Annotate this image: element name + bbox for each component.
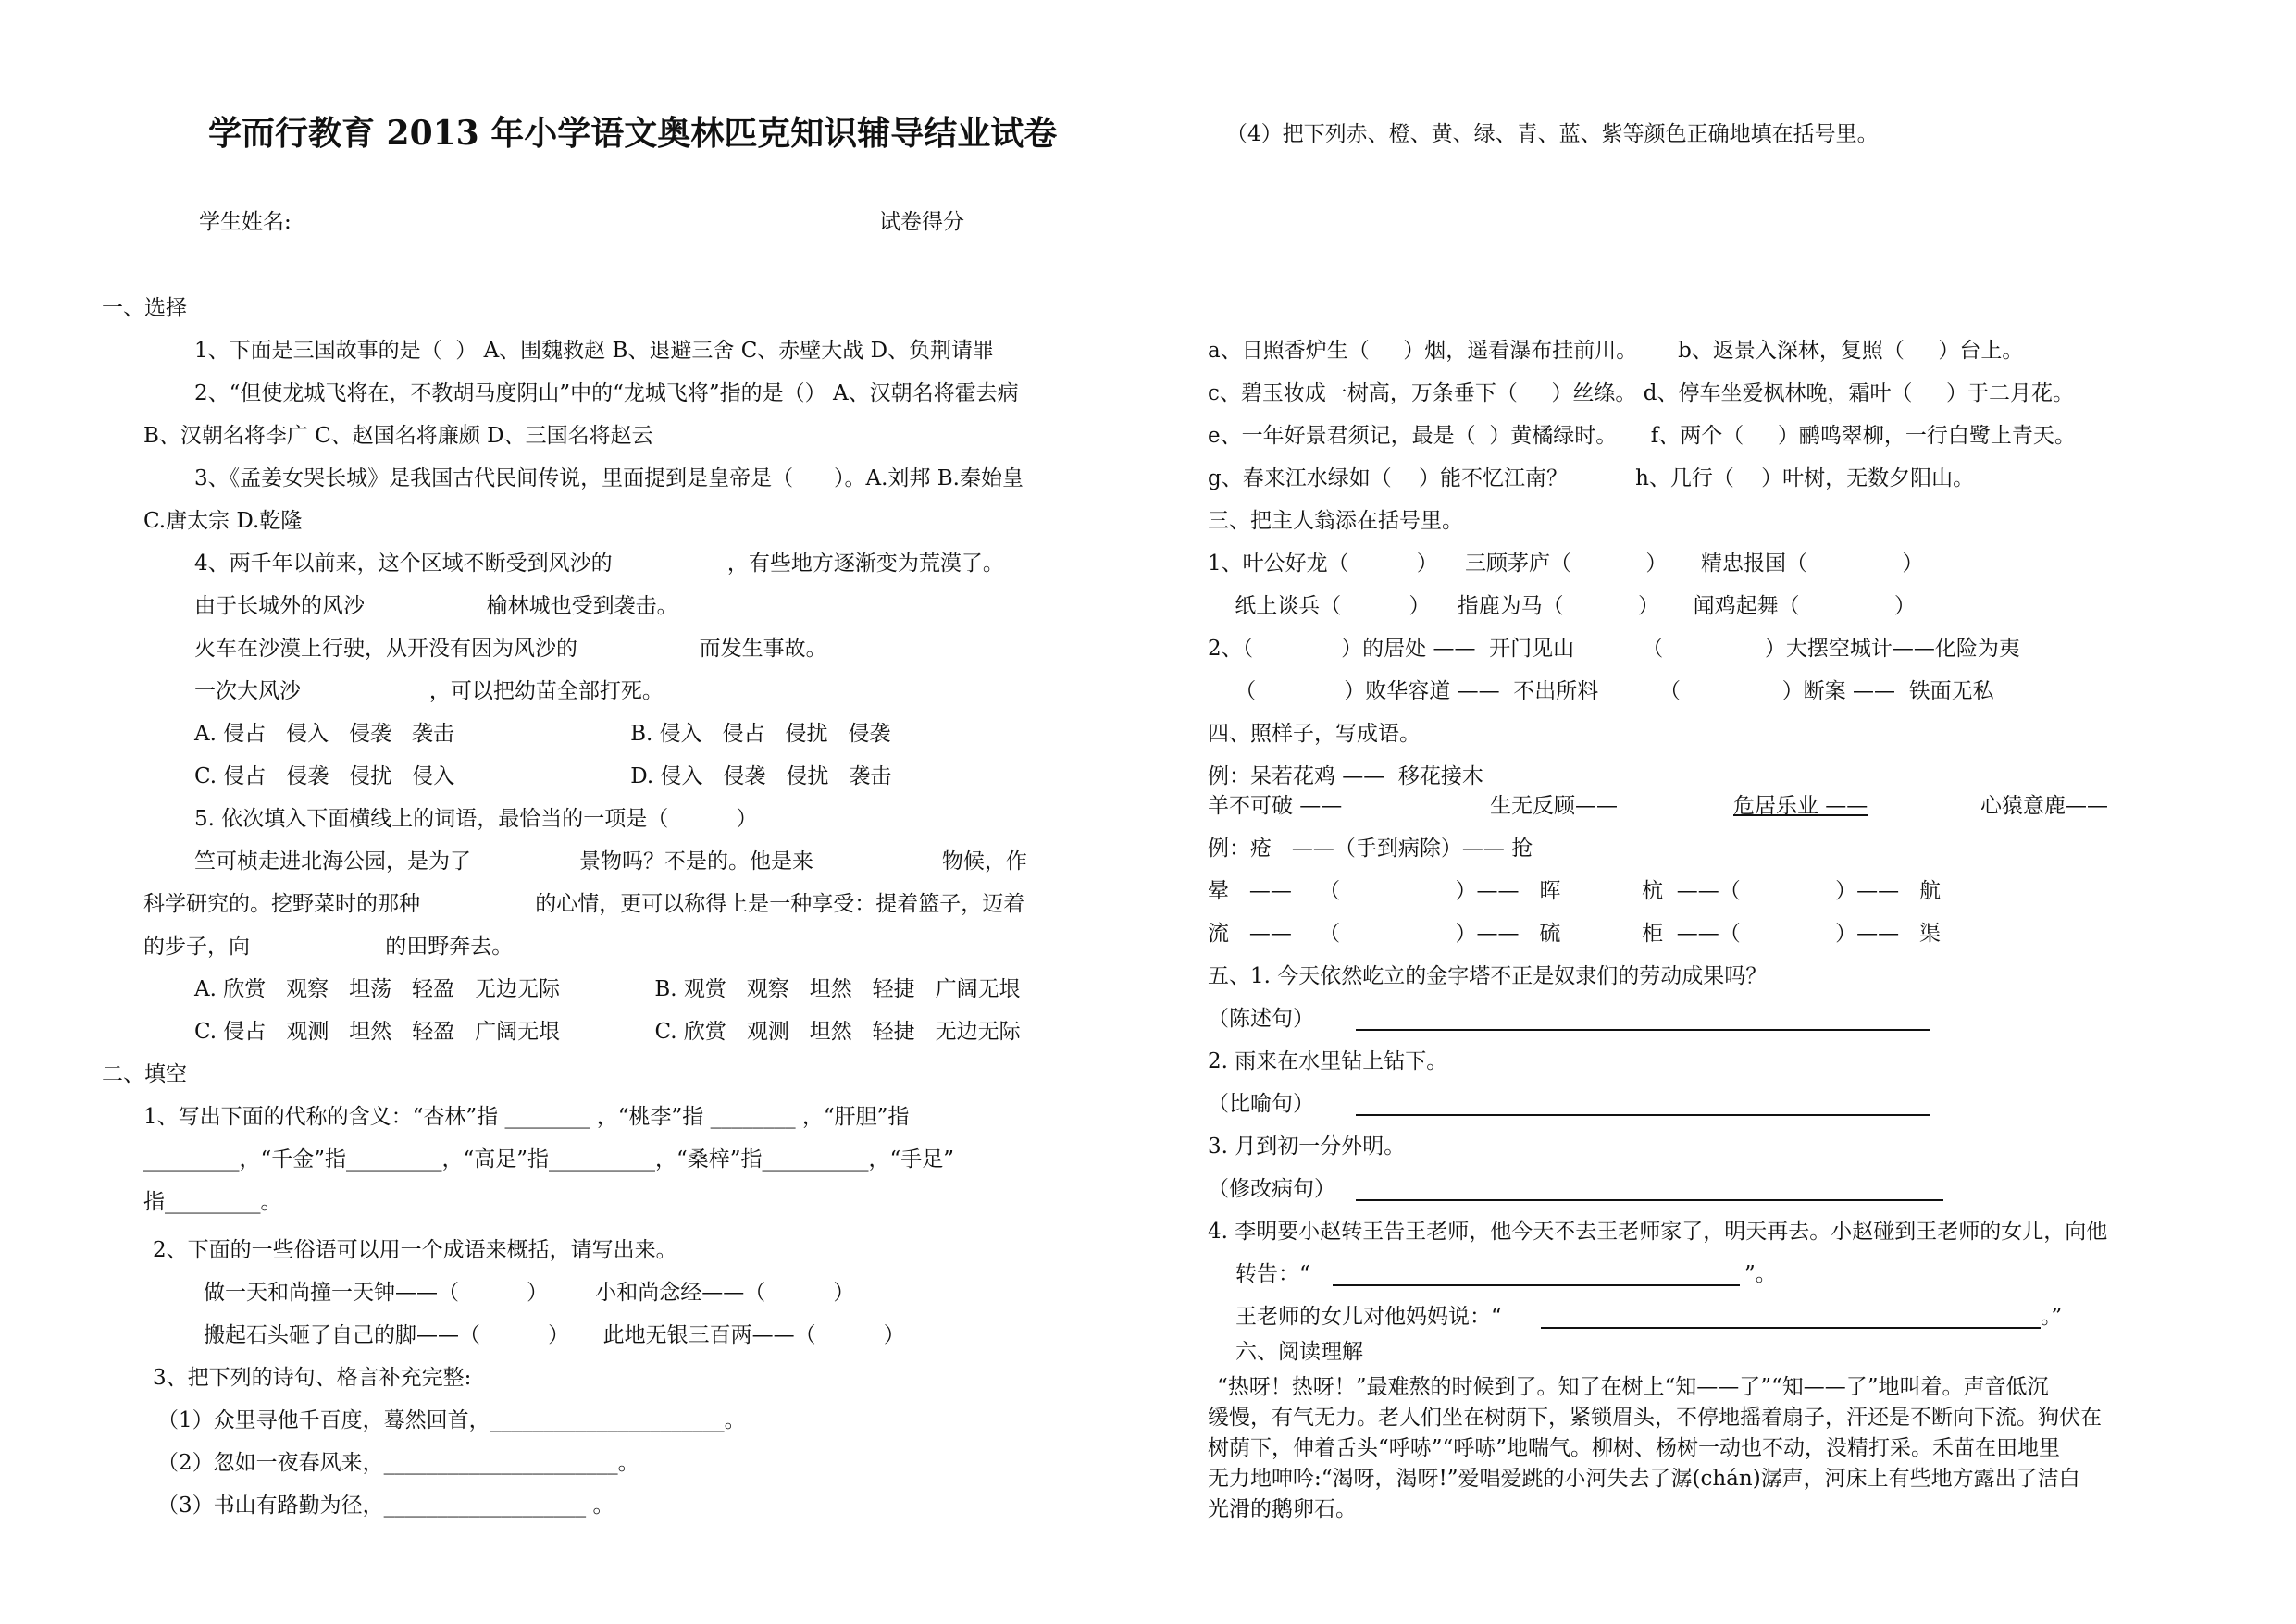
rewrite-4-relay-label: 转告：“ — [1235, 1262, 1310, 1286]
fill-4-instruction: （4）把下列赤、橙、黄、绿、青、蓝、紫等颜色正确地填在括号里。 — [1226, 122, 1879, 146]
question-4-line3: 火车在沙漠上行驶，从开没有因为风沙的 而发生事故。 — [194, 637, 827, 661]
fill-1-line3: 指_________。 — [143, 1190, 282, 1214]
color-line-3: e、一年好景君须记，最是（ ）黄橘绿时。 f、两个（ ）鹂鸣翠柳，一行白鹭上青天。 — [1208, 424, 2076, 448]
rewrite-2-label: （比喻句） — [1208, 1092, 1314, 1116]
idiom-item-3: 危居乐业 —— — [1733, 794, 1868, 818]
idiom-example-1: 例：呆若花鸡 —— 移花接木 — [1208, 764, 1483, 788]
rewrite-3-answer-line[interactable] — [1356, 1199, 1943, 1201]
rewrite-4-relay-end: ”。 — [1744, 1262, 1777, 1286]
question-5-options-ab: A. 欣赏 观察 坦荡 轻盈 无边无际 B. 观赏 观察 坦然 轻捷 广阔无垠 — [194, 977, 1021, 1001]
idiom-item-1: 羊不可破 —— — [1208, 794, 1343, 818]
question-1: 1、下面是三国故事的是（ ） A、围魏救赵 B、退避三舍 C、赤壁大战 D、负荆请罪 — [194, 339, 995, 363]
question-5: 5. 依次填入下面横线上的词语，最恰当的一项是（ ） — [194, 807, 758, 831]
idiom-item-4: 心猿意鹿—— — [1980, 794, 2108, 818]
fill-2-row2: 搬起石头砸了自己的脚——（ ） 此地无银三百两——（ ） — [204, 1323, 905, 1347]
fill-2-row1: 做一天和尚撞一天钟——（ ） 小和尚念经——（ ） — [204, 1281, 855, 1305]
question-2-line2: B、汉朝名将李广 C、赵国名将廉颇 D、三国名将赵云 — [143, 424, 653, 448]
question-5-passage-3: 的步子，向 的田野奔去。 — [143, 935, 514, 959]
exam-title: 学而行教育 2013 年小学语文奥林匹克知识辅导结业试卷 — [208, 114, 1058, 153]
rewrite-2: 2. 雨来在水里钻上钻下。 — [1208, 1049, 1448, 1073]
fill-3-item2: （2）忽如一夜春风来，______________________。 — [157, 1451, 639, 1475]
rewrite-3-label: （修改病句） — [1208, 1177, 1335, 1201]
question-5-passage-1: 竺可桢走进北海公园，是为了 景物吗？不是的。他是来 物候，作 — [194, 849, 1027, 874]
rewrite-4-relay-line[interactable] — [1333, 1284, 1740, 1286]
question-4-line4: 一次大风沙 ，可以把幼苗全部打死。 — [194, 679, 664, 703]
char-line-2: 流 —— （ ）—— 硫 柜 ——（ ）—— 渠 — [1208, 922, 1942, 946]
question-3-line1: 3、《孟姜女哭长城》是我国古代民间传说，里面提到是皇帝是（ ）。A.刘邦 B.秦始皇 — [194, 466, 1024, 490]
section-choice: 一、选择 — [102, 296, 187, 320]
fill-3: 3、把下列的诗句、格言补充完整: — [153, 1366, 472, 1390]
rewrite-2-answer-line[interactable] — [1356, 1114, 1930, 1116]
section-3: 三、把主人翁添在括号里。 — [1208, 509, 1463, 533]
score-label: 试卷得分 — [879, 210, 964, 234]
rewrite-4-daughter-label: 王老师的女儿对他妈妈说：“ — [1235, 1305, 1502, 1329]
section-5: 五、1. 今天依然屹立的金字塔不正是奴隶们的劳动成果吗？ — [1208, 964, 1768, 988]
fill-2: 2、下面的一些俗语可以用一个成语来概括，请写出来。 — [153, 1238, 677, 1262]
section-4: 四、照样子，写成语。 — [1208, 722, 1421, 746]
rewrite-3: 3. 月到初一分外明。 — [1208, 1134, 1406, 1159]
reading-line-2: 缓慢，有气无力。老人们坐在树荫下，紧锁眉头，不停地摇着扇子，汗还是不断向下流。狗伏在 — [1208, 1406, 2102, 1430]
rewrite-4-daughter-line[interactable] — [1541, 1327, 2041, 1329]
section-6: 六、阅读理解 — [1235, 1340, 1363, 1364]
question-4-line2: 由于长城外的风沙 榆林城也受到袭击。 — [194, 594, 678, 618]
person-line-3: 2、（ ）的居处 —— 开门见山 （ ）大摆空城计——化险为夷 — [1208, 637, 2020, 661]
question-4-options-cd: C. 侵占 侵袭 侵扰 侵入 D. 侵入 侵袭 侵扰 袭击 — [194, 764, 892, 788]
rewrite-1-answer-line[interactable] — [1356, 1029, 1930, 1031]
reading-line-5: 光滑的鹅卵石。 — [1208, 1497, 1357, 1521]
idiom-item-2: 生无反顾—— — [1490, 794, 1618, 818]
question-2-line1: 2、“但使龙城飞将在，不教胡马度阴山”中的“龙城飞将”指的是（） A、汉朝名将霍去病 — [194, 381, 1019, 405]
rewrite-1-label: （陈述句） — [1208, 1007, 1314, 1031]
reading-line-4: 无力地呻吟:“渴呀，渴呀!”爱唱爱跳的小河失去了潺(chán)潺声，河床上有些地方露出了洁白 — [1208, 1467, 2080, 1491]
reading-line-3: 树荫下，伸着舌头“呼哧”“呼哧”地喘气。柳树、杨树一动也不动，没精打采。禾苗在田地里 — [1208, 1436, 2061, 1460]
rewrite-4: 4. 李明要小赵转王告王老师，他今天不去王老师家了，明天再去。小赵碰到王老师的女儿，向他 — [1208, 1220, 2108, 1244]
question-5-options-cc: C. 侵占 观测 坦然 轻盈 广阔无垠 C. 欣赏 观测 坦然 轻捷 无边无际 — [194, 1020, 1021, 1044]
student-name-label: 学生姓名: — [199, 210, 292, 234]
color-line-2: c、碧玉妆成一树高，万条垂下（ ）丝绦。 d、停车坐爱枫林晚，霜叶（ ）于二月花。 — [1208, 381, 2075, 405]
color-line-1: a、日照香炉生（ ）烟，遥看瀑布挂前川。 b、返景入深林，复照（ ）台上。 — [1208, 339, 2024, 363]
person-line-4: （ ）败华容道 —— 不出所料 （ ）断案 —— 铁面无私 — [1208, 679, 1994, 703]
fill-3-item1: （1）众里寻他千百度，蓦然回首，______________________。 — [157, 1408, 746, 1432]
question-4-options-ab: A. 侵占 侵入 侵袭 袭击 B. 侵入 侵占 侵扰 侵袭 — [194, 722, 891, 746]
person-line-1: 1、叶公好龙（ ） 三顾茅庐（ ） 精忠报国（ ） — [1208, 552, 1924, 576]
fill-1-line1: 1、写出下面的代称的含义：“杏林”指 ________ ，“桃李”指 ________ ，“肝胆”指 — [143, 1105, 910, 1129]
section-fill: 二、填空 — [102, 1062, 187, 1086]
rewrite-4-daughter-end: 。” — [2041, 1305, 2063, 1329]
fill-1-line2: _________，“千金”指_________，“高足”指__________，“桑梓”指__________，“手足” — [143, 1147, 955, 1172]
person-line-2: 纸上谈兵（ ） 指鹿为马（ ） 闻鸡起舞（ ） — [1208, 594, 1916, 618]
reading-line-1: “热呀！热呀！”最难熬的时候到了。知了在树上“知——了”“知——了”地叫着。声音低沉 — [1217, 1375, 2049, 1399]
idiom-example-2: 例：疮 ——（手到病除）—— 抢 — [1208, 837, 1533, 861]
question-4-line1: 4、两千年以前来，这个区域不断受到风沙的 ，有些地方逐渐变为荒漠了。 — [194, 552, 1004, 576]
question-5-passage-2: 科学研究的。挖野菜时的那种 的心情，更可以称得上是一种享受：提着篮子，迈着 — [143, 892, 1025, 916]
fill-3-item3: （3）书山有路勤为径，___________________ 。 — [157, 1494, 614, 1518]
color-line-4: g、春来江水绿如（ ）能不忆江南？ h、几行（ ）叶树，无数夕阳山。 — [1208, 466, 1975, 490]
question-3-line2: C.唐太宗 D.乾隆 — [143, 509, 303, 533]
char-line-1: 晕 —— （ ）—— 晖 杭 ——（ ）—— 航 — [1208, 879, 1942, 903]
